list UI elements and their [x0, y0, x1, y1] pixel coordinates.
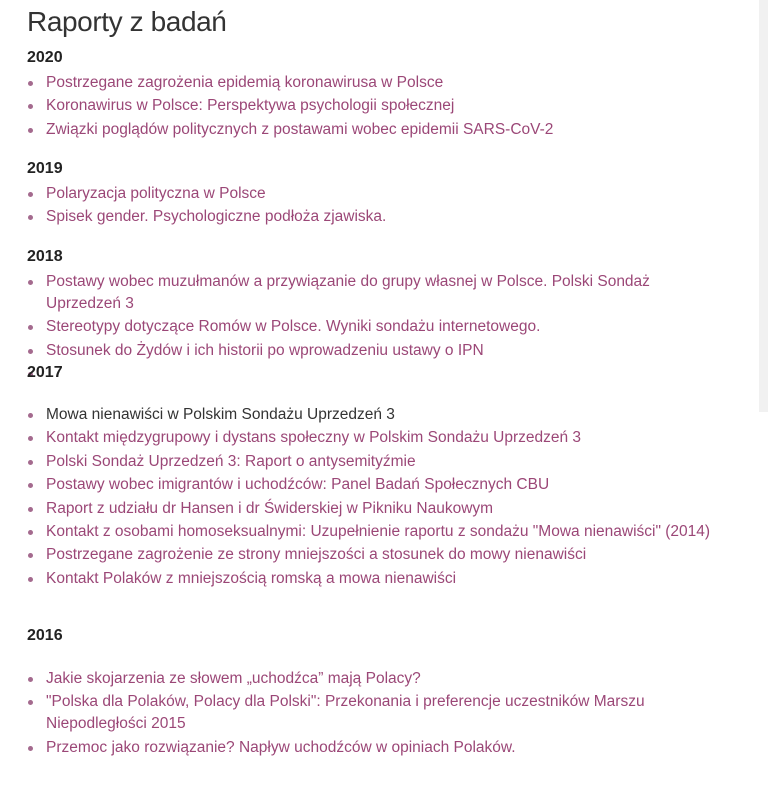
list-item[interactable] [27, 271, 727, 315]
report-link[interactable]: Kontakt Polaków z mniejszością romską a mowa nienawiści [46, 569, 457, 587]
list-item[interactable] [27, 119, 727, 141]
scrollbar-track[interactable] [759, 0, 768, 412]
list-item[interactable] [27, 316, 727, 338]
report-link[interactable]: Jakie skojarzenia ze słowem „uchodźca” mają Polacy? [46, 670, 421, 687]
list-item[interactable] [27, 474, 727, 496]
report-link[interactable]: Postawy wobec imigrantów i uchodźców: Panel Badań Społecznych CBU [46, 476, 550, 494]
report-link[interactable]: "Polska dla Polaków, Polacy dla Polski": Przekonania i preferencje uczestników Marszu Niepodległości 2015 [46, 693, 645, 733]
report-link[interactable]: Koronawirus w Polsce: Perspektywa psychologii społecznej [46, 97, 455, 115]
report-link[interactable]: Stereotypy dotyczące Romów w Polsce. Wyniki sondażu internetowego. [46, 318, 541, 336]
list-item[interactable] [27, 544, 727, 566]
list-item[interactable] [27, 568, 727, 590]
list-item[interactable] [27, 498, 727, 520]
year-heading-2020: 2020 [27, 49, 63, 66]
report-list-2018 [27, 271, 727, 363]
list-item[interactable] [27, 95, 727, 117]
report-link[interactable]: Mowa nienawiści w Polskim Sondażu Uprzedzeń 3 [46, 406, 395, 423]
report-link[interactable]: Kontakt z osobami homoseksualnymi: Uzupełnienie raportu z sondażu "Mowa nienawiści" (2014) [46, 522, 711, 540]
year-heading-2018: 2018 [27, 248, 63, 265]
list-item[interactable] [27, 206, 727, 228]
report-link[interactable]: Kontakt międzygrupowy i dystans społeczny w Polskim Sondażu Uprzedzeń 3 [46, 429, 582, 447]
list-item[interactable] [27, 404, 727, 426]
list-item[interactable] [27, 737, 727, 759]
list-item[interactable] [27, 427, 727, 449]
list-item[interactable] [27, 340, 727, 362]
report-list-2016 [27, 668, 727, 760]
report-link[interactable]: Związki poglądów politycznych z postawami wobec epidemii SARS-CoV-2 [46, 120, 554, 138]
report-link[interactable]: Polaryzacja polityczna w Polsce [46, 185, 266, 202]
report-list-2019 [27, 183, 727, 230]
list-item[interactable] [27, 72, 727, 94]
report-link[interactable]: Spisek gender. Psychologiczne podłoża zjawiska. [46, 208, 387, 226]
year-heading-2016: 2016 [27, 627, 63, 644]
list-item[interactable] [27, 451, 727, 473]
list-item[interactable] [27, 521, 727, 543]
report-list-2017 [27, 404, 727, 591]
report-link[interactable]: Postawy wobec muzułmanów a przywiązanie do grupy własnej w Polsce. Polski Sondaż Uprzedzeń 3 [46, 273, 650, 312]
list-item[interactable] [27, 183, 727, 205]
report-link[interactable]: Raport z udziału dr Hansen i dr Świderskiej w Pikniku Naukowym [46, 499, 494, 517]
list-item[interactable] [27, 691, 727, 735]
report-link[interactable]: Postrzegane zagrożenie ze strony mniejszości a stosunek do mowy nienawiści [46, 546, 587, 564]
report-link[interactable]: Przemoc jako rozwiązanie? Napływ uchodźców w opiniach Polaków. [46, 738, 516, 756]
page-title: Raporty z badań [27, 6, 227, 37]
report-link[interactable]: Postrzegane zagrożenia epidemią koronawirusa w Polsce [46, 74, 444, 91]
year-heading-2019: 2019 [27, 160, 63, 177]
report-link[interactable]: Polski Sondaż Uprzedzeń 3: Raport o antysemityźmie [46, 452, 416, 470]
list-item[interactable] [27, 668, 727, 690]
year-heading-2017: 2017 [27, 364, 63, 381]
report-list-2020 [27, 72, 727, 142]
report-link[interactable]: Stosunek do Żydów i ich historii po wprowadzeniu ustawy o IPN [46, 341, 484, 359]
